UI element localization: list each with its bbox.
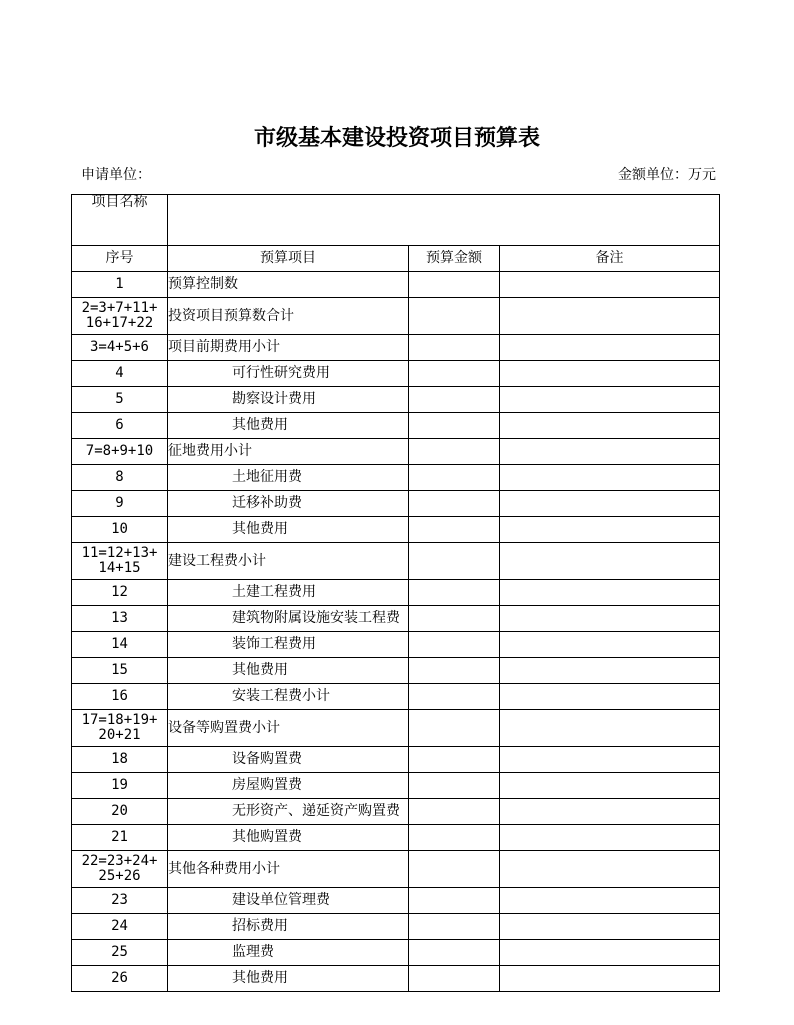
row-item: 招标费用 bbox=[168, 914, 409, 940]
row-seq: 3=4+5+6 bbox=[72, 335, 168, 361]
row-item: 投资项目预算数合计 bbox=[168, 298, 409, 335]
row-item: 其他费用 bbox=[168, 517, 409, 543]
row-item: 装饰工程费用 bbox=[168, 632, 409, 658]
row-seq: 10 bbox=[72, 517, 168, 543]
table-row bbox=[72, 413, 720, 439]
row-amount[interactable] bbox=[409, 491, 500, 517]
page-title: 市级基本建设投资项目预算表 bbox=[253, 125, 540, 151]
table-row bbox=[72, 298, 720, 335]
row-seq: 2=3+7+11+ 16+17+22 bbox=[72, 298, 168, 335]
table-row bbox=[72, 710, 720, 747]
row-item: 其他费用 bbox=[168, 658, 409, 684]
row-remark[interactable] bbox=[500, 543, 720, 580]
row-amount[interactable] bbox=[409, 335, 500, 361]
row-item: 无形资产、递延资产购置费 bbox=[168, 799, 409, 825]
row-remark[interactable] bbox=[500, 658, 720, 684]
row-seq: 22=23+24+ 25+26 bbox=[72, 851, 168, 888]
row-amount[interactable] bbox=[409, 747, 500, 773]
row-seq: 11=12+13+ 14+15 bbox=[72, 543, 168, 580]
row-remark[interactable] bbox=[500, 465, 720, 491]
row-remark[interactable] bbox=[500, 940, 720, 966]
row-remark[interactable] bbox=[500, 580, 720, 606]
row-remark[interactable] bbox=[500, 387, 720, 413]
table-row bbox=[72, 606, 720, 632]
row-remark[interactable] bbox=[500, 851, 720, 888]
row-item: 建筑物附属设施安装工程费 bbox=[168, 606, 409, 632]
table-row bbox=[72, 465, 720, 491]
row-item: 项目前期费用小计 bbox=[168, 335, 409, 361]
row-item: 房屋购置费 bbox=[168, 773, 409, 799]
row-item: 可行性研究费用 bbox=[168, 361, 409, 387]
table-row bbox=[72, 335, 720, 361]
header-row bbox=[72, 246, 720, 272]
table-row bbox=[72, 851, 720, 888]
row-amount[interactable] bbox=[409, 825, 500, 851]
row-remark[interactable] bbox=[500, 799, 720, 825]
table-row bbox=[72, 580, 720, 606]
row-remark[interactable] bbox=[500, 914, 720, 940]
row-item: 建设工程费小计 bbox=[168, 543, 409, 580]
project-name-row bbox=[72, 195, 720, 246]
project-name-label: 项目名称 bbox=[72, 195, 168, 246]
row-remark[interactable] bbox=[500, 710, 720, 747]
amount-unit-label: 金额单位：万元 bbox=[618, 167, 716, 183]
row-remark[interactable] bbox=[500, 966, 720, 992]
row-remark[interactable] bbox=[500, 888, 720, 914]
row-amount[interactable] bbox=[409, 465, 500, 491]
row-item: 安装工程费小计 bbox=[168, 684, 409, 710]
table-row bbox=[72, 543, 720, 580]
row-amount[interactable] bbox=[409, 580, 500, 606]
row-item: 勘察设计费用 bbox=[168, 387, 409, 413]
row-item: 建设单位管理费 bbox=[168, 888, 409, 914]
row-seq: 5 bbox=[72, 387, 168, 413]
applicant-label: 申请单位： bbox=[81, 167, 151, 183]
row-seq: 25 bbox=[72, 940, 168, 966]
table-row bbox=[72, 684, 720, 710]
row-remark[interactable] bbox=[500, 361, 720, 387]
header-item: 预算项目 bbox=[168, 246, 409, 272]
row-seq: 9 bbox=[72, 491, 168, 517]
table-row bbox=[72, 799, 720, 825]
row-amount[interactable] bbox=[409, 387, 500, 413]
row-seq: 15 bbox=[72, 658, 168, 684]
row-amount[interactable] bbox=[409, 684, 500, 710]
row-seq: 21 bbox=[72, 825, 168, 851]
row-remark[interactable] bbox=[500, 335, 720, 361]
row-amount[interactable] bbox=[409, 413, 500, 439]
row-item: 监理费 bbox=[168, 940, 409, 966]
row-amount[interactable] bbox=[409, 361, 500, 387]
row-seq: 19 bbox=[72, 773, 168, 799]
table-row bbox=[72, 632, 720, 658]
row-item: 其他购置费 bbox=[168, 825, 409, 851]
row-amount[interactable] bbox=[409, 710, 500, 747]
row-item: 土建工程费用 bbox=[168, 580, 409, 606]
header-remark: 备注 bbox=[500, 246, 720, 272]
table-row bbox=[72, 361, 720, 387]
table-row bbox=[72, 888, 720, 914]
table-row bbox=[72, 517, 720, 543]
table-row bbox=[72, 940, 720, 966]
row-remark[interactable] bbox=[500, 825, 720, 851]
row-amount[interactable] bbox=[409, 543, 500, 580]
row-amount[interactable] bbox=[409, 439, 500, 465]
row-item: 预算控制数 bbox=[168, 272, 409, 298]
row-seq: 14 bbox=[72, 632, 168, 658]
row-item: 设备等购置费小计 bbox=[168, 710, 409, 747]
table-row bbox=[72, 914, 720, 940]
row-item: 迁移补助费 bbox=[168, 491, 409, 517]
row-amount[interactable] bbox=[409, 773, 500, 799]
row-seq: 17=18+19+ 20+21 bbox=[72, 710, 168, 747]
row-seq: 4 bbox=[72, 361, 168, 387]
row-amount[interactable] bbox=[409, 632, 500, 658]
table-row bbox=[72, 966, 720, 992]
header-amount: 预算金额 bbox=[409, 246, 500, 272]
row-remark[interactable] bbox=[500, 517, 720, 543]
row-remark[interactable] bbox=[500, 413, 720, 439]
table-row bbox=[72, 658, 720, 684]
row-seq: 23 bbox=[72, 888, 168, 914]
table-row bbox=[72, 439, 720, 465]
header-seq: 序号 bbox=[72, 246, 168, 272]
row-seq: 6 bbox=[72, 413, 168, 439]
row-remark[interactable] bbox=[500, 298, 720, 335]
row-amount[interactable] bbox=[409, 517, 500, 543]
row-amount[interactable] bbox=[409, 799, 500, 825]
row-item: 其他费用 bbox=[168, 966, 409, 992]
table-row bbox=[72, 491, 720, 517]
row-seq: 1 bbox=[72, 272, 168, 298]
project-name-value[interactable] bbox=[168, 195, 720, 246]
row-seq: 24 bbox=[72, 914, 168, 940]
row-amount[interactable] bbox=[409, 606, 500, 632]
table-row bbox=[72, 272, 720, 298]
row-item: 其他费用 bbox=[168, 413, 409, 439]
table-row bbox=[72, 387, 720, 413]
row-seq: 8 bbox=[72, 465, 168, 491]
row-amount[interactable] bbox=[409, 851, 500, 888]
table-row bbox=[72, 747, 720, 773]
row-seq: 18 bbox=[72, 747, 168, 773]
row-seq: 16 bbox=[72, 684, 168, 710]
row-item: 其他各种费用小计 bbox=[168, 851, 409, 888]
row-amount[interactable] bbox=[409, 272, 500, 298]
table-row bbox=[72, 773, 720, 799]
row-remark[interactable] bbox=[500, 439, 720, 465]
row-seq: 7=8+9+10 bbox=[72, 439, 168, 465]
row-remark[interactable] bbox=[500, 684, 720, 710]
budget-table bbox=[71, 194, 720, 992]
row-amount[interactable] bbox=[409, 914, 500, 940]
row-remark[interactable] bbox=[500, 747, 720, 773]
row-remark[interactable] bbox=[500, 272, 720, 298]
row-amount[interactable] bbox=[409, 658, 500, 684]
row-amount[interactable] bbox=[409, 940, 500, 966]
table-row bbox=[72, 825, 720, 851]
row-remark[interactable] bbox=[500, 606, 720, 632]
row-seq: 12 bbox=[72, 580, 168, 606]
row-seq: 26 bbox=[72, 966, 168, 992]
row-item: 设备购置费 bbox=[168, 747, 409, 773]
row-remark[interactable] bbox=[500, 491, 720, 517]
row-seq: 13 bbox=[72, 606, 168, 632]
row-remark[interactable] bbox=[500, 773, 720, 799]
row-amount[interactable] bbox=[409, 966, 500, 992]
row-seq: 20 bbox=[72, 799, 168, 825]
row-item: 土地征用费 bbox=[168, 465, 409, 491]
row-amount[interactable] bbox=[409, 298, 500, 335]
row-item: 征地费用小计 bbox=[168, 439, 409, 465]
row-amount[interactable] bbox=[409, 888, 500, 914]
row-remark[interactable] bbox=[500, 632, 720, 658]
